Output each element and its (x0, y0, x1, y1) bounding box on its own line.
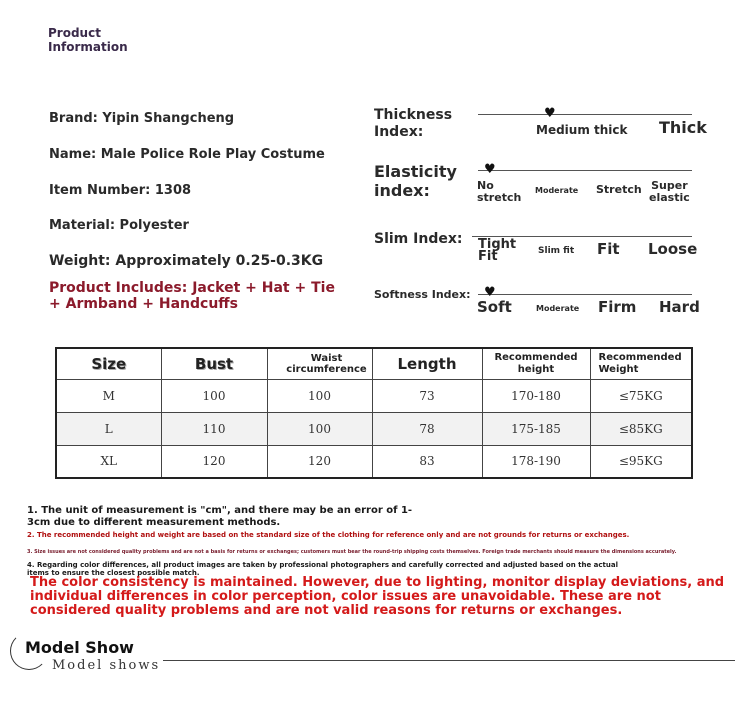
model-show-divider (163, 660, 735, 661)
softness-option-hard: Hard (659, 298, 700, 316)
weight-text: Weight: Approximately 0.25-0.3KG (49, 253, 324, 269)
elasticity-option-moderate: Moderate (535, 186, 579, 195)
includes-text: Product Includes: Jacket + Hat + Tie + Armband + Handcuffs (49, 280, 335, 312)
table-row (56, 445, 692, 478)
thickness-index-label: Thickness Index: (374, 107, 453, 140)
item-number-text: Item Number: 1308 (49, 183, 192, 198)
elasticity-option-super-elastic: Super elastic (649, 179, 690, 204)
table-row (56, 412, 692, 445)
color-warning-text: The color consistency is maintained. However, due to lighting, monitor display deviations, and individual differences in color perception, color issues are unavoidable. These are not considered quality problems and are not valid reasons for returns or exchanges. (30, 575, 725, 618)
cell-length: 83 (372, 445, 482, 478)
thickness-marker-icon: ♥ (544, 106, 556, 121)
table-row (56, 379, 692, 412)
header-recommended-weight: Recommended Weight (590, 348, 692, 379)
note-3: 3. Size issues are not considered quality problems and are not a basis for returns or exchanges; customers must bear the round-trip shipping costs themselves. Foreign trade merchants should measure the dimensions accurately. (27, 549, 677, 555)
cell-waist: 100 (267, 412, 372, 445)
brand-text: Brand: Yipin Shangcheng (49, 111, 235, 126)
size-table (55, 347, 693, 479)
thickness-option-thick: Thick (659, 118, 707, 137)
slim-option-tight-fit: Tight Fit (478, 237, 517, 264)
elasticity-index-label: Elasticity index: (374, 162, 457, 200)
slim-option-fit: Fit (597, 240, 620, 258)
cell-bust: 120 (161, 445, 267, 478)
model-show-title: Model Show (25, 638, 134, 657)
page-title-line1: Product (48, 26, 101, 40)
page-title (48, 26, 128, 54)
thickness-option-medium: Medium thick (536, 123, 628, 137)
softness-option-firm: Firm (598, 298, 637, 316)
elasticity-option-no-stretch: No stretch (477, 179, 522, 204)
cell-size: XL (56, 445, 161, 478)
cell-bust: 100 (161, 379, 267, 412)
model-show-subtitle: Model shows (52, 658, 161, 673)
note-2: 2. The recommended height and weight are based on the standard size of the clothing for reference only and are not grounds for returns or exchanges. (27, 531, 630, 539)
material-text: Material: Polyester (49, 218, 189, 233)
elasticity-marker-icon: ♥ (484, 162, 496, 177)
header-length: Length (372, 348, 482, 379)
note-4: 4. Regarding color differences, all product images are taken by professional photographers and carefully corrected and adjusted based on the actual items to ensure the closest possible match. (27, 561, 618, 577)
header-waist: Waist circumference (267, 348, 372, 379)
size-table-header-row (56, 348, 692, 379)
cell-length: 78 (372, 412, 482, 445)
elasticity-scale-line (478, 170, 692, 171)
cell-waist: 100 (267, 379, 372, 412)
slim-option-loose: Loose (648, 240, 698, 258)
cell-weight: ≤95KG (590, 445, 692, 478)
cell-waist: 120 (267, 445, 372, 478)
cell-height: 178-190 (482, 445, 590, 478)
cell-height: 175-185 (482, 412, 590, 445)
elasticity-option-stretch: Stretch (596, 183, 642, 196)
page-title-line2: Information (48, 40, 128, 54)
softness-option-moderate: Moderate (536, 304, 580, 313)
slim-index-label: Slim Index: (374, 231, 463, 247)
cell-bust: 110 (161, 412, 267, 445)
softness-option-soft: Soft (477, 298, 512, 316)
note-1: 1. The unit of measurement is "cm", and there may be an error of 1-3cm due to different measurement methods. (27, 505, 413, 528)
slim-option-slim-fit: Slim fit (538, 246, 575, 256)
cell-height: 170-180 (482, 379, 590, 412)
cell-weight: ≤75KG (590, 379, 692, 412)
softness-scale-line (478, 294, 692, 295)
header-recommended-height: Recommended height (482, 348, 590, 379)
cell-weight: ≤85KG (590, 412, 692, 445)
cell-size: L (56, 412, 161, 445)
softness-marker-icon: ♥ (484, 285, 496, 300)
cell-length: 73 (372, 379, 482, 412)
thickness-scale-line (478, 114, 692, 115)
cell-size: M (56, 379, 161, 412)
softness-index-label: Softness Index: (374, 288, 471, 301)
name-text: Name: Male Police Role Play Costume (49, 147, 325, 162)
header-bust: Bust (161, 348, 267, 379)
header-size: Size (56, 348, 161, 379)
